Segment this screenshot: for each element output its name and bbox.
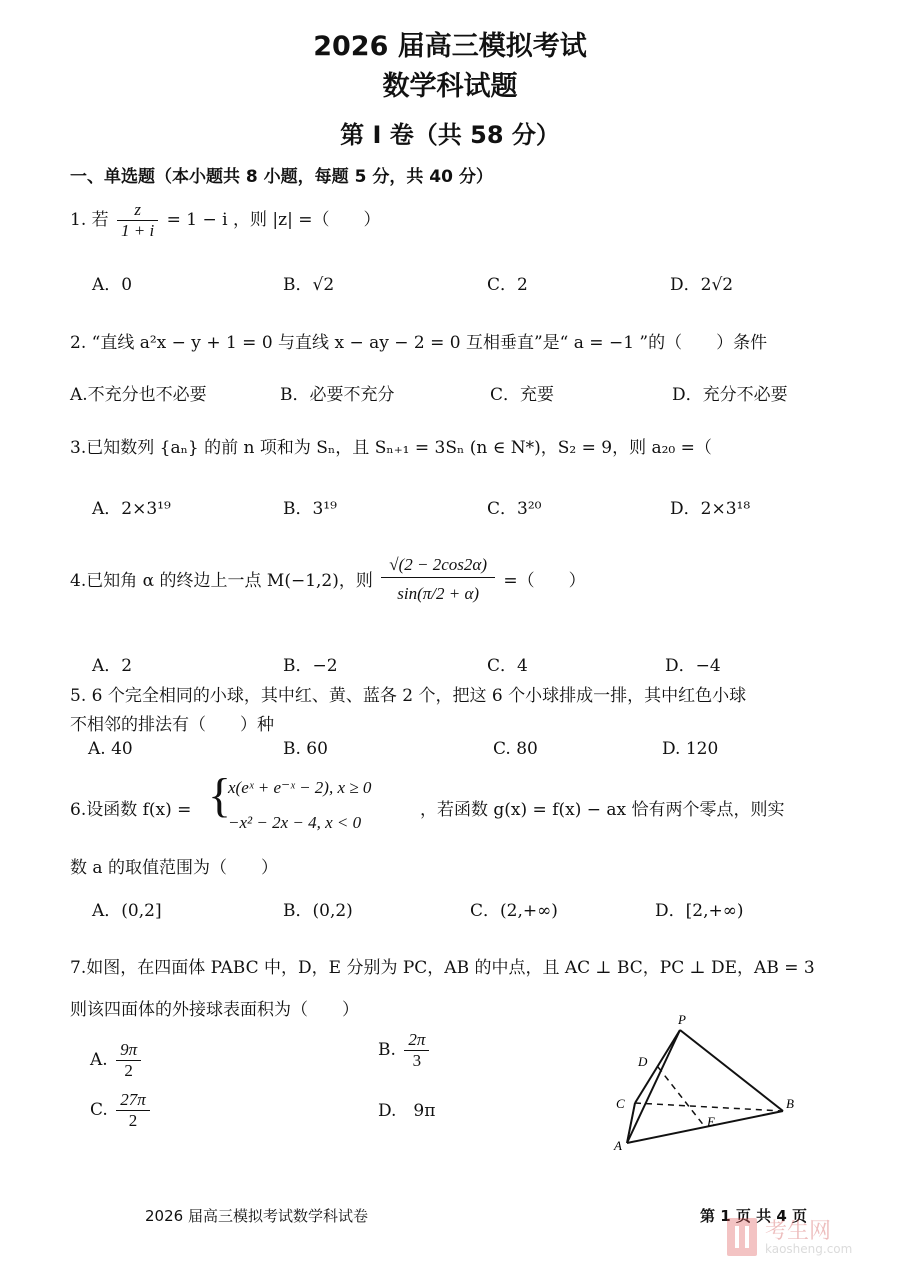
q7-option-b-label: B.	[378, 1040, 396, 1060]
q7-option-a-label: A.	[90, 1050, 108, 1070]
label-c: C	[616, 1096, 625, 1111]
q6-case-1: x(eˣ + e⁻ˣ − 2), x ≥ 0	[228, 778, 372, 797]
question-7-line-2: 则该四面体的外接球表面积为（ ）	[70, 1000, 359, 1020]
watermark	[715, 1212, 885, 1262]
watermark-domain: kaosheng.com	[765, 1242, 853, 1256]
q7-option-b	[378, 1030, 432, 1071]
q1-option-b: B．√2	[283, 275, 335, 295]
question-3: 3.已知数列 {aₙ} 的前 n 项和为 Sₙ，且 Sₙ₊₁ = 3Sₙ (n ∈ N*)，S₂ = 9，则 a₂₀ =（	[70, 438, 712, 458]
q5-option-d: D. 120	[662, 739, 719, 759]
piecewise-brace: {	[208, 769, 232, 822]
q4-rest: =（ ）	[503, 571, 586, 591]
watermark-logo-icon	[725, 1214, 759, 1258]
q7-c-den: 2	[128, 1111, 138, 1130]
q1-option-c: C．2	[487, 275, 528, 295]
exam-title: 2026 届高三模拟考试	[313, 31, 587, 62]
q4-option-c: C．4	[487, 656, 528, 676]
q4-frac-num: √(2 − 2cos2α)	[381, 553, 495, 578]
q7-a-den: 2	[124, 1061, 133, 1080]
question-4	[70, 553, 586, 610]
q5-option-b: B. 60	[283, 739, 328, 759]
q1-fraction	[117, 200, 158, 241]
subject-title: 数学科试题	[382, 71, 518, 102]
q4-option-d: D．−4	[665, 656, 721, 676]
q5-option-a: A. 40	[88, 739, 133, 759]
q4-lead: 4.已知角 α 的终边上一点 M(−1,2)，则	[70, 571, 373, 591]
q2-option-c: C．充要	[490, 385, 555, 405]
q1-frac-den: 1 + i	[121, 221, 155, 240]
q7-option-a	[90, 1040, 144, 1081]
edge-pa	[627, 1030, 680, 1143]
q1-option-a: A．0	[92, 275, 133, 295]
question-5-line-1: 5. 6 个完全相同的小球，其中红、黄、蓝各 2 个，把这 6 个小球排成一排，其中红色小球	[70, 686, 747, 706]
q6-rest: ，若函数 g(x) = f(x) − ax 恰有两个零点，则实	[420, 800, 785, 820]
section-heading: 一、单选题（本小题共 8 小题，每题 5 分，共 40 分）	[70, 167, 493, 187]
q7-b-den: 3	[412, 1051, 422, 1070]
q7-b-num: 2π	[404, 1030, 429, 1051]
edge-cb-hidden	[635, 1103, 783, 1111]
edge-ab	[627, 1111, 783, 1143]
q7-c-num: 27π	[116, 1090, 150, 1111]
label-d: D	[638, 1054, 648, 1069]
q3-option-c: C．3²⁰	[487, 499, 542, 519]
question-5-line-2: 不相邻的排法有（ ）种	[70, 715, 274, 735]
label-b: B	[786, 1096, 794, 1111]
q2-option-a: A.不充分也不必要	[70, 385, 207, 405]
label-a: A	[614, 1138, 622, 1153]
q1-rest: = 1 − i ，则 |z| =（ ）	[166, 210, 381, 230]
q3-option-b: B．3¹⁹	[283, 499, 337, 519]
q4-option-a: A．2	[92, 656, 133, 676]
q6-option-c: C．(2,+∞)	[470, 901, 558, 921]
q7-option-d: D. 9π	[378, 1101, 436, 1121]
q1-frac-num: z	[117, 200, 158, 221]
q1-lead: 1. 若	[70, 210, 109, 230]
q7-option-b-frac	[404, 1030, 429, 1071]
part-title: 第 I 卷（共 58 分）	[340, 121, 560, 149]
q7-option-a-frac	[116, 1040, 141, 1081]
footer-exam-name: 2026 届高三模拟考试数学科试卷	[145, 1207, 368, 1225]
q2-option-b: B．必要不充分	[280, 385, 395, 405]
q2-option-d: D．充分不必要	[672, 385, 788, 405]
question-1	[70, 200, 380, 241]
question-6-line-2: 数 a 的取值范围为（ ）	[70, 858, 278, 878]
edge-pb	[680, 1030, 783, 1111]
q6-option-b: B．(0,2)	[283, 901, 353, 921]
label-e: E	[707, 1114, 715, 1129]
q6-option-d: D．[2,+∞)	[655, 901, 744, 921]
question-2: 2. “直线 a²x − y + 1 = 0 与直线 x − ay − 2 = 0 互相垂直”是“ a = −1 ”的（ ）条件	[70, 333, 768, 353]
q7-option-c-label: C.	[90, 1100, 108, 1120]
question-7-line-1: 7.如图，在四面体 PABC 中，D，E 分别为 PC，AB 的中点，且 AC ⊥ BC，PC ⊥ DE，AB = 3	[70, 958, 815, 978]
q3-option-a: A．2×3¹⁹	[92, 499, 171, 519]
q7-option-c-frac	[116, 1090, 150, 1131]
edge-ca	[627, 1103, 635, 1143]
q5-option-c: C. 80	[493, 739, 538, 759]
q6-option-a: A．(0,2]	[92, 901, 162, 921]
q4-option-b: B．−2	[283, 656, 338, 676]
q4-fraction	[381, 553, 495, 610]
watermark-brand: 考生网	[765, 1219, 832, 1244]
q7-a-num: 9π	[116, 1040, 141, 1061]
segment-de-hidden	[658, 1067, 705, 1127]
q3-option-d: D．2×3¹⁸	[670, 499, 751, 519]
footer-page-number: 第 1 页 共 4 页	[700, 1207, 807, 1225]
q6-case-2: −x² − 2x − 4, x < 0	[228, 813, 362, 832]
q4-frac-den: sin(π/2 + α)	[397, 584, 480, 603]
q6-lead: 6.设函数 f(x) =	[70, 800, 192, 820]
tetrahedron-figure	[600, 1010, 820, 1160]
q1-option-d: D．2√2	[670, 275, 734, 295]
q7-option-c	[90, 1090, 153, 1131]
label-p: P	[678, 1012, 686, 1027]
